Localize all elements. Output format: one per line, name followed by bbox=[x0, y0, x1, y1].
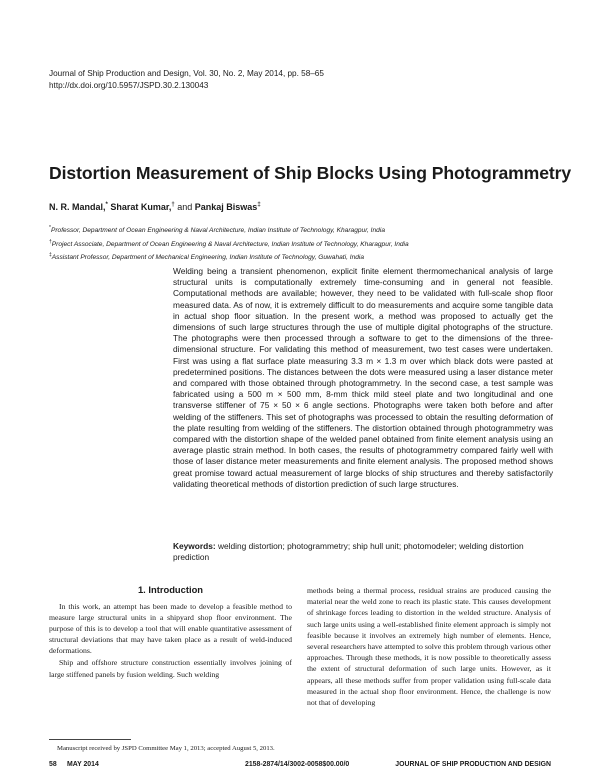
paragraph: Ship and offshore structure construction essentially involves joining of large stiffened panels by fusion welding. Such welding bbox=[49, 658, 292, 679]
affiliation-text: Professor, Department of Ocean Engineering & Naval Architecture, Indian Institute of Technology, Kharagpur, India bbox=[50, 227, 385, 235]
footer-date: MAY 2014 bbox=[67, 761, 99, 768]
author-name: Sharat Kumar, bbox=[107, 202, 172, 212]
journal-citation: Journal of Ship Production and Design, Vol. 30, No. 2, May 2014, pp. 58–65 bbox=[49, 69, 324, 78]
left-column bbox=[49, 601, 292, 680]
affiliation-mark: * bbox=[49, 225, 51, 231]
affiliation-text: Project Associate, Department of Ocean Engineering & Naval Architecture, Indian Institute of Technology, Kharagpur, India bbox=[51, 240, 409, 248]
author-mark: ‡ bbox=[257, 202, 261, 208]
journal-header bbox=[49, 68, 324, 92]
affiliation-mark: ‡ bbox=[49, 252, 52, 259]
right-column bbox=[307, 585, 551, 708]
keywords-label: Keywords: bbox=[173, 541, 216, 551]
footnote-text: Manuscript received by JSPD Committee May 1, 2013; accepted August 5, 2013. bbox=[57, 745, 275, 752]
footer-journal-name: JOURNAL OF SHIP PRODUCTION AND DESIGN bbox=[395, 761, 551, 768]
author-name: N. R. Mandal, bbox=[49, 202, 106, 212]
keywords-text: welding distortion; photogrammetry; ship hull unit; photomodeler; welding distortion prediction bbox=[173, 541, 524, 563]
doi-link[interactable]: http://dx.doi.org/10.5957/JSPD.30.2.130043 bbox=[49, 81, 209, 90]
affiliation-line bbox=[49, 223, 569, 237]
affiliation-line bbox=[49, 237, 569, 251]
paper-title: Distortion Measurement of Ship Blocks Using Photogrammetry bbox=[49, 163, 572, 183]
footnote-divider bbox=[49, 739, 131, 740]
page-footer bbox=[49, 761, 551, 773]
author-mark: * bbox=[105, 202, 108, 208]
footer-issn: 2158-2874/14/3002-0058$00.00/0 bbox=[245, 761, 350, 768]
author-list bbox=[49, 202, 261, 212]
affiliation-mark: † bbox=[49, 238, 52, 245]
footnote bbox=[49, 744, 292, 754]
paragraph: methods being a thermal process, residual strains are produced causing the material near the weld zone to reach its plastic state. This causes development of shrinkage forces leading to distortion in the welded structure. Analysis of such large units using a well-established finite element approach is simply not feasible because it involves an extremely high number of elements. Hence, several researchers have attempted to solve this problem through various other approaches. Through these methods, it is now possible to theoretically assess the extent of structural deformation of such large units. However, as it appears, all these methods suffer from proper validation using full-scale data measured in the actual shop floor environment. Hence, the challenge is now not that of developing bbox=[307, 586, 551, 708]
affiliations bbox=[49, 223, 569, 264]
affiliation-text: Assistant Professor, Department of Mechanical Engineering, Indian Institute of Technology, Guwahati, India bbox=[51, 254, 365, 262]
paragraph: In this work, an attempt has been made to develop a feasible method to measure large structural units in a shipyard shop floor environment. The purpose of this is to develop a tool that will enable quantitative assessment of structural deviations that may have taken place as a result of weld-induced deformations. bbox=[49, 602, 292, 656]
keywords bbox=[173, 541, 553, 563]
section-heading: 1. Introduction bbox=[137, 584, 204, 595]
page-number: 58 bbox=[49, 761, 57, 768]
author-name: Pankaj Biswas bbox=[194, 202, 258, 212]
author-conjunction: and bbox=[174, 202, 195, 212]
affiliation-line bbox=[49, 250, 569, 264]
abstract: Welding being a transient phenomenon, explicit finite element thermomechanical analysis of large structural units is computationally extremely time-consuming and in general not feasible. Computational methods are available; however, they need to be validated with full-scale shop floor measured data. As of now, it is extremely difficult to do measurements and acquire some tangible data in actual shop floor situation. In the present work, a method was proposed to actually get the dimensions of such large structures through the use of multiple digital photographs of the structure. The photographs were then processed through a software to get to the dimensions of the three-dimensional structure. For validating this method of measurement, two test cases were undertaken. First was using a flat surface plate measuring 3.3 m × 1.3 m over which black dots were pasted at predetermined positions. The distances between the dots were measured using a laser distance meter and compared with those obtained through photogrammetry. In the second case, a test sample was fabricated using a 500 m × 500 mm, 8-mm thick mild steel plate and two longitudinal and one transverse stiffener of 75 × 50 × 6 angle sections. Photographs were taken both before and after welding of the stiffeners. This set of photographs was processed to obtain the resulting deformation of the plate resulting from welding of the stiffeners. The distortion obtained through photogrammetry was compared with the distortion shape of the welded panel obtained from finite element analysis using an average plastic strain method. In both cases, the results of photogrammetry compared fairly well with those of laser distance meter measurements and finite element analysis. The proposed method shows great promise toward actual measurement of large blocks of ship structures and thereby satisfactorily validating theoretical methods of distortion prediction of such large structures. bbox=[173, 266, 553, 489]
author-mark: † bbox=[171, 202, 175, 208]
